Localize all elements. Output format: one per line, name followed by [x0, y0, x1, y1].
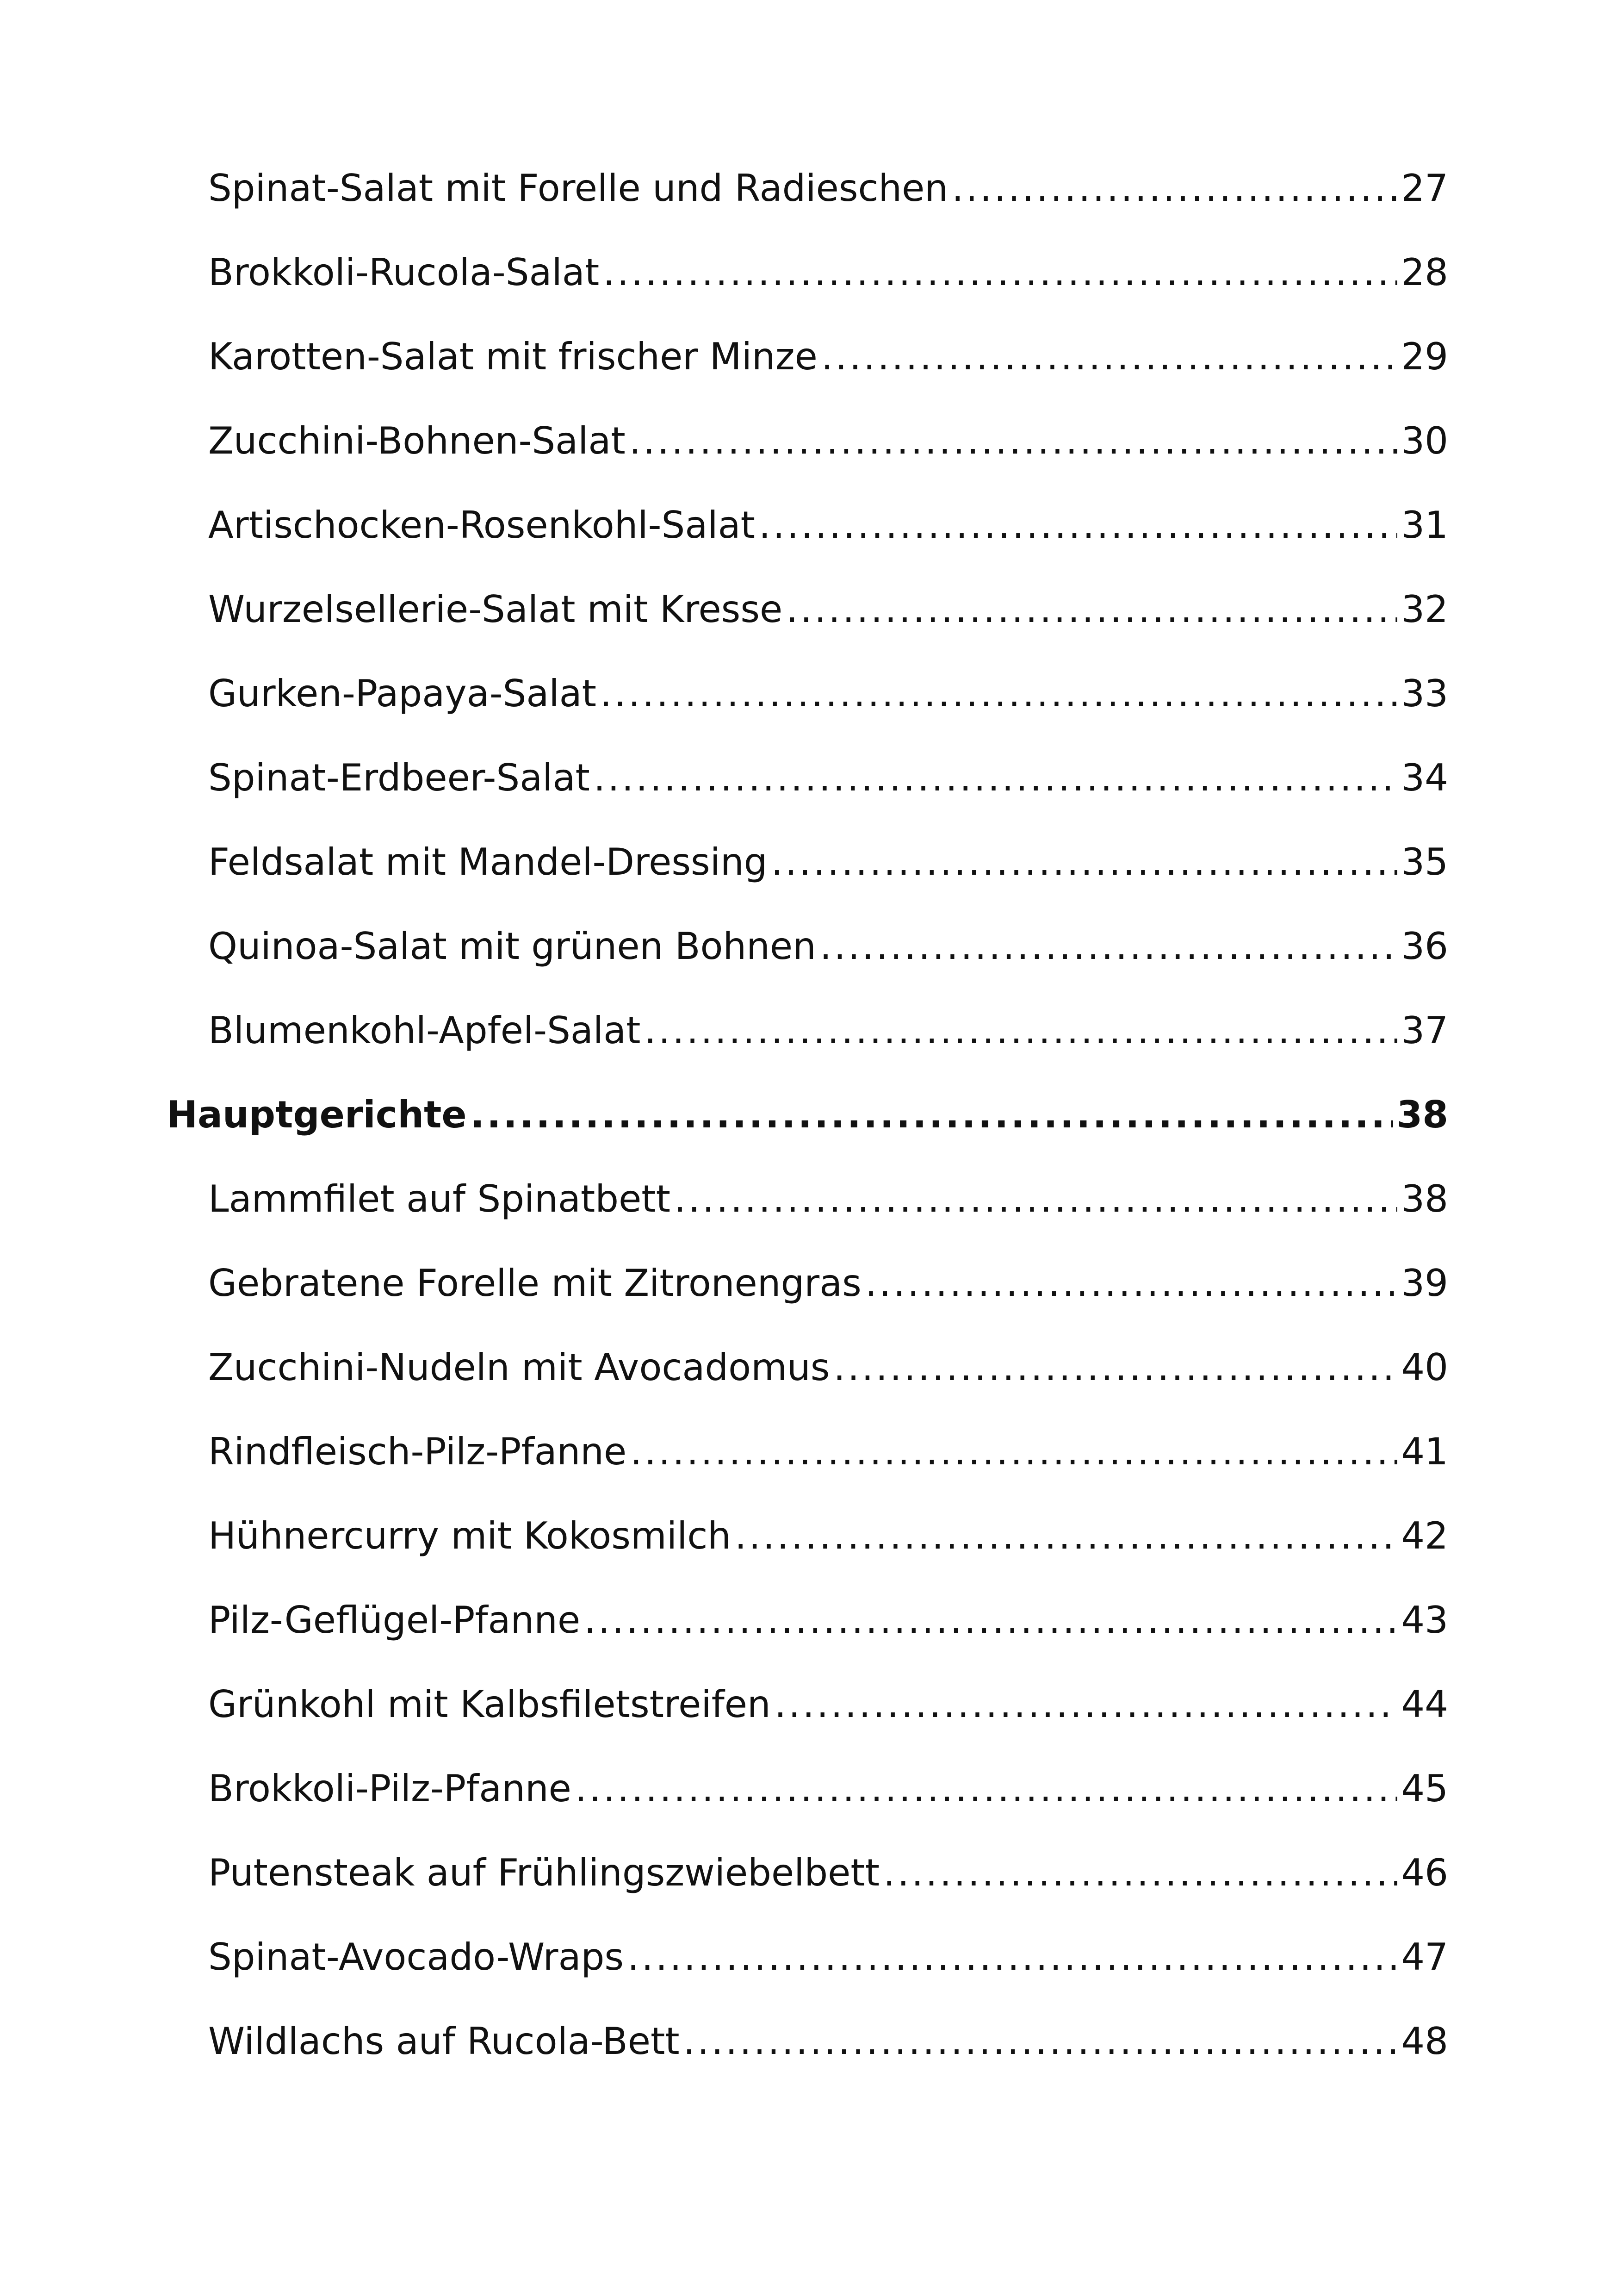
toc-entry[interactable]	[167, 1424, 1448, 1508]
toc-entry[interactable]	[167, 1340, 1448, 1424]
toc-entry-page: 45	[1401, 1767, 1448, 1810]
toc-dot-leader	[952, 161, 1397, 216]
toc-entry-title: Rindfleisch-Pilz-Pfanne	[208, 1430, 627, 1473]
toc-entry[interactable]	[167, 1845, 1448, 1929]
toc-entry-page: 31	[1401, 504, 1448, 547]
toc-dot-leader	[735, 1508, 1397, 1564]
toc-entry[interactable]	[167, 1003, 1448, 1087]
toc-entry-title: Hühnercurry mit Kokosmilch	[208, 1514, 731, 1557]
toc-dot-leader	[820, 919, 1397, 974]
toc-entry-title: Artischocken-Rosenkohl-Salat	[208, 504, 755, 547]
toc-entry[interactable]	[167, 413, 1448, 498]
toc-dot-leader	[759, 498, 1397, 553]
toc-entry[interactable]	[167, 329, 1448, 413]
toc-entry[interactable]	[167, 750, 1448, 834]
toc-entry-title: Brokkoli-Rucola-Salat	[208, 251, 600, 294]
toc-dot-leader	[594, 750, 1397, 806]
toc-dot-leader	[584, 1593, 1397, 1648]
toc-entry-title: Spinat-Avocado-Wraps	[208, 1935, 624, 1979]
toc-entry-page: 40	[1401, 1346, 1448, 1389]
toc-dot-leader	[674, 1171, 1397, 1227]
toc-entry[interactable]	[167, 2014, 1448, 2098]
toc-entry-title: Wildlachs auf Rucola-Bett	[208, 2020, 680, 2063]
toc-entry-page: 39	[1401, 1262, 1448, 1305]
toc-dot-leader	[865, 1256, 1397, 1311]
toc-entry[interactable]	[167, 1929, 1448, 2014]
toc-entry[interactable]	[167, 582, 1448, 666]
toc-entry-title: Spinat-Salat mit Forelle und Radieschen	[208, 167, 948, 210]
toc-entry-page: 35	[1401, 840, 1448, 884]
toc-entry[interactable]	[167, 666, 1448, 750]
toc-dot-leader	[645, 1003, 1398, 1058]
toc-entry-title: Zucchini-Nudeln mit Avocadomus	[208, 1346, 830, 1389]
toc-entry-title: Grünkohl mit Kalbsfiletstreifen	[208, 1683, 771, 1726]
toc-entry-title: Gurken-Papaya-Salat	[208, 672, 596, 715]
toc-dot-leader	[786, 582, 1397, 637]
toc-chapter-title: Hauptgerichte	[167, 1093, 467, 1136]
toc-entry[interactable]	[167, 1171, 1448, 1256]
toc-entry-title: Wurzelsellerie-Salat mit Kresse	[208, 588, 783, 631]
toc-dot-leader	[771, 834, 1397, 890]
toc-dot-leader	[603, 245, 1397, 300]
toc-entry-page: 37	[1401, 1009, 1448, 1052]
toc-entry[interactable]	[167, 834, 1448, 919]
toc-entry[interactable]	[167, 498, 1448, 582]
toc-dot-leader	[775, 1677, 1398, 1732]
toc-entry-page: 48	[1401, 2020, 1448, 2063]
toc-entry-page: 34	[1401, 756, 1448, 799]
toc-dot-leader	[883, 1845, 1397, 1901]
toc-entry-title: Karotten-Salat mit frischer Minze	[208, 335, 818, 378]
toc-entry-page: 42	[1401, 1514, 1448, 1557]
toc-entry[interactable]	[167, 1256, 1448, 1340]
toc-dot-leader	[821, 329, 1397, 385]
toc-entry-title: Pilz-Geflügel-Pfanne	[208, 1599, 581, 1642]
toc-entry-page: 32	[1401, 588, 1448, 631]
toc-entry[interactable]	[167, 1761, 1448, 1845]
toc-dot-leader	[627, 1929, 1397, 1985]
toc-entry-page: 27	[1401, 167, 1448, 210]
toc-entry[interactable]	[167, 245, 1448, 329]
toc-dot-leader	[683, 2014, 1398, 2069]
toc-dot-leader	[833, 1340, 1397, 1395]
toc-entry-title: Lammfilet auf Spinatbett	[208, 1177, 671, 1220]
toc-entry[interactable]	[167, 919, 1448, 1003]
toc-entry-title: Gebratene Forelle mit Zitronengras	[208, 1262, 862, 1305]
table-of-contents	[167, 161, 1448, 2098]
toc-entry-title: Quinoa-Salat mit grünen Bohnen	[208, 925, 816, 968]
toc-entry-title: Putensteak auf Frühlingszwiebelbett	[208, 1851, 880, 1894]
toc-entry-page: 36	[1401, 925, 1448, 968]
toc-entry-page: 38	[1401, 1177, 1448, 1220]
toc-entry-page: 41	[1401, 1430, 1448, 1473]
toc-dot-leader	[630, 1424, 1397, 1480]
toc-entry-title: Spinat-Erdbeer-Salat	[208, 756, 590, 799]
toc-entry[interactable]	[167, 1508, 1448, 1593]
toc-dot-leader	[471, 1087, 1393, 1143]
toc-entry[interactable]	[167, 1593, 1448, 1677]
toc-entry-page: 44	[1401, 1683, 1448, 1726]
toc-chapter-page: 38	[1396, 1093, 1448, 1136]
toc-chapter-heading[interactable]	[167, 1087, 1448, 1171]
toc-entry-title: Feldsalat mit Mandel-Dressing	[208, 840, 768, 884]
toc-entry[interactable]	[167, 1677, 1448, 1761]
toc-entry-title: Blumenkohl-Apfel-Salat	[208, 1009, 641, 1052]
toc-entry-title: Brokkoli-Pilz-Pfanne	[208, 1767, 571, 1810]
toc-dot-leader	[600, 666, 1397, 722]
toc-entry-page: 29	[1401, 335, 1448, 378]
toc-entry-page: 30	[1401, 419, 1448, 462]
toc-entry-page: 28	[1401, 251, 1448, 294]
toc-entry-title: Zucchini-Bohnen-Salat	[208, 419, 626, 462]
toc-dot-leader	[629, 413, 1397, 469]
toc-entry[interactable]	[167, 161, 1448, 245]
toc-entry-page: 33	[1401, 672, 1448, 715]
toc-entry-page: 47	[1401, 1935, 1448, 1979]
toc-entry-page: 43	[1401, 1599, 1448, 1642]
toc-entry-page: 46	[1401, 1851, 1448, 1894]
toc-dot-leader	[575, 1761, 1397, 1817]
